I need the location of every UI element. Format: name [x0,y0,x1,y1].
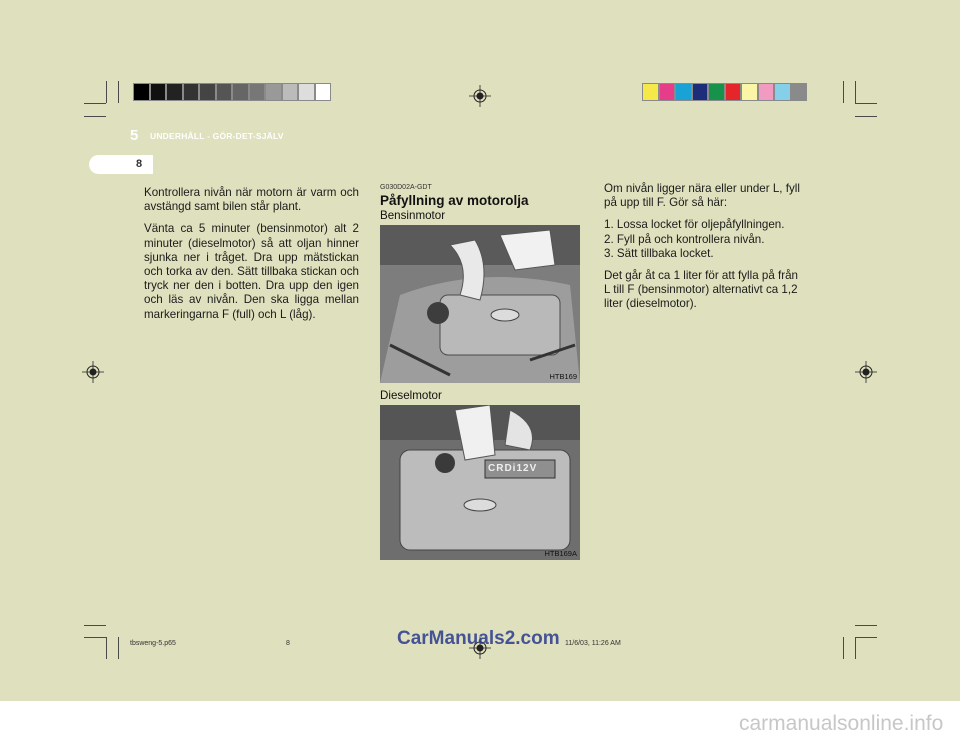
right-column [604,182,804,320]
page-tab [89,155,153,174]
color-swatch [675,83,692,101]
engine-illustration [380,405,580,560]
color-swatch [758,83,775,101]
paragraph: Kontrollera nivån när motorn är varm och avstängd samt bilen står plant. [144,186,359,214]
color-swatch [199,83,216,101]
site-logo[interactable]: CarManuals2.com [397,628,560,649]
crop-mark [106,637,107,659]
paragraph: Det går åt ca 1 liter för att fylla på från L till F (bensinmotor) alternativt ca 1,2 liter (dieselmotor). [604,269,798,311]
color-swatch [298,83,315,101]
grayscale-bar [133,83,331,101]
photo-caption: HTB169 [549,372,577,381]
color-swatch [642,83,659,101]
crop-mark [84,637,106,638]
color-swatch [282,83,299,101]
footer-date: 11/6/03, 11:26 AM [565,640,621,647]
color-swatch [150,83,167,101]
paragraph: Vänta ca 5 minuter (bensinmotor) alt 2 minuter (dieselmotor) så att oljan hinner sjunka ner i tråget. Dra upp mätstickan och torka av den. Sätt tillbaka stickan och tryck ner den i botten. Dra upp den igen och läs av nivån. Den ska ligga mellan markeringarna F (full) och L (låg). [144,222,359,321]
color-swatch [741,83,758,101]
color-swatch [166,83,183,101]
crop-mark [855,637,856,659]
crop-mark [118,81,119,103]
color-swatch [183,83,200,101]
color-swatch [774,83,791,101]
crop-mark [855,625,877,626]
step-item: 3. Sätt tillbaka locket. [604,246,714,260]
crop-mark [855,637,877,638]
crop-mark [855,103,877,104]
crop-mark [843,81,844,103]
paragraph: Om nivån ligger nära eller under L, fyll på upp till F. Gör så här: [604,182,800,210]
engine-illustration [380,225,580,383]
chapter-title: UNDERHÅLL - GÖR-DET-SJÄLV [150,131,284,141]
color-swatch [725,83,742,101]
crop-mark [855,81,856,103]
watermark-text: carmanualsonline.info [739,712,944,735]
color-swatch [659,83,676,101]
color-swatch [232,83,249,101]
crop-mark [855,116,877,117]
petrol-engine-label: Bensinmotor [380,209,446,222]
footer-page: 8 [286,640,290,647]
diesel-engine-photo [380,405,580,560]
footer-filename: tbsweng-5.p65 [130,640,176,647]
color-swatch [265,83,282,101]
page-number: 8 [136,158,143,170]
crop-mark [106,81,107,103]
color-swatch [216,83,233,101]
crop-mark [843,637,844,659]
color-swatch [791,83,808,101]
chapter-number: 5 [130,127,139,144]
color-swatch [692,83,709,101]
registration-target-icon [469,85,491,107]
step-list [604,218,804,261]
petrol-engine-photo [380,225,580,383]
diesel-engine-label: Dieselmotor [380,389,442,402]
crop-mark [84,625,106,626]
registration-target-icon [82,361,104,383]
crop-mark [84,116,106,117]
color-swatch [708,83,725,101]
section-heading: Påfyllning av motorolja [380,193,529,208]
photo-caption: HTB169A [544,549,577,558]
section-code: G030D02A-GDT [380,184,432,191]
color-swatch [315,83,332,101]
crop-mark [118,637,119,659]
color-swatch [133,83,150,101]
step-item: 1. Lossa locket för oljepåfyllningen. [604,218,785,232]
registration-target-icon [855,361,877,383]
color-swatch [249,83,266,101]
left-column [144,186,359,330]
step-item: 2. Fyll på och kontrollera nivån. [604,232,765,246]
crop-mark [84,103,106,104]
color-bar [642,83,807,101]
engine-badge: CRDi12V [488,463,538,474]
